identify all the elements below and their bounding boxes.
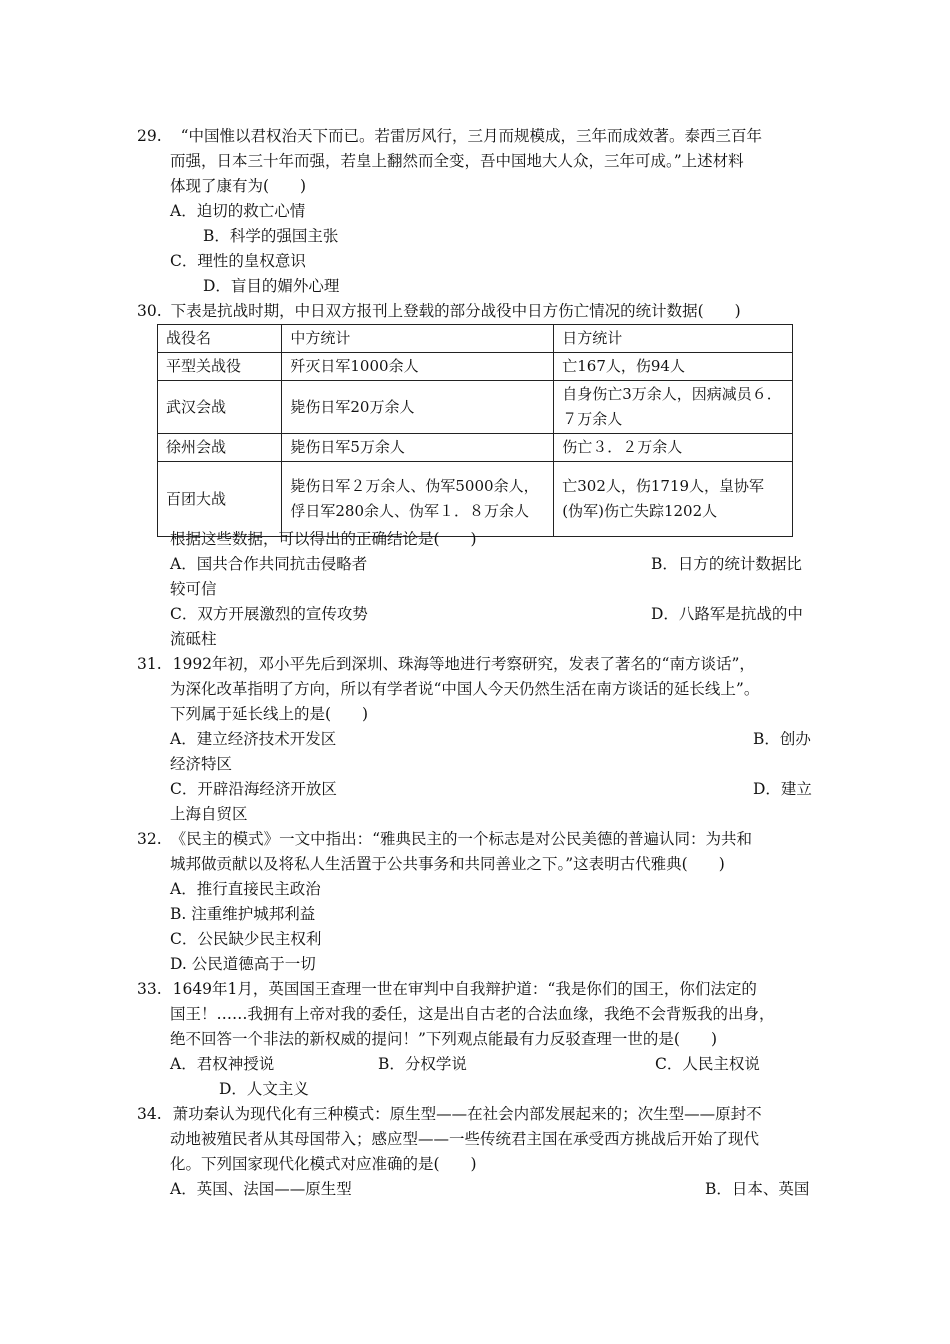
china-stat: 歼灭日军1000余人: [282, 353, 554, 381]
question-32-line-1: 32. 《民主的模式》一文中指出：“雅典民主的一个标志是对公民美德的普遍认同：为共和: [137, 830, 753, 848]
japan-stat: 亡302人，伤1719人，皇协军(伪军)伤亡失踪1202人: [554, 462, 793, 537]
question-number: 31.: [137, 655, 162, 673]
question-number: 30.: [137, 302, 162, 320]
table-row: [158, 462, 793, 537]
option-30-c: C．双方开展激烈的宣传攻势: [170, 605, 368, 623]
question-34-line-3: 化。下列国家现代化模式对应准确的是( ): [170, 1155, 477, 1173]
question-34-line-2: 动地被殖民者从其母国带入；感应型——一些传统君主国在承受西方挑战后开始了现代: [170, 1130, 760, 1148]
japan-stat: 伤亡３．２万余人: [554, 434, 793, 462]
japan-stat: 亡167人，伤94人: [554, 353, 793, 381]
battle-name: 徐州会战: [158, 434, 282, 462]
header-china-stats: 中方统计: [282, 325, 554, 353]
question-34-line-1: 34. 萧功秦认为现代化有三种模式：原生型——在社会内部发展起来的；次生型——原封不: [137, 1105, 762, 1123]
option-33-c: C．人民主权说: [655, 1055, 760, 1073]
question-29-line-1: 29. “中国惟以君权治天下而已。若雷厉风行，三月而规模成，三年而成效著。泰西三百年: [137, 127, 763, 145]
option-32-d: D. 公民道德高于一切: [170, 955, 316, 973]
option-31-a: A．建立经济技术开发区: [170, 730, 337, 748]
option-29-b: B．科学的强国主张: [203, 227, 339, 245]
option-29-a: A．迫切的救亡心情: [170, 202, 306, 220]
question-31-line-2: 为深化改革指明了方向，所以有学者说“中国人今天仍然生活在南方谈话的延长线上”。: [170, 680, 760, 698]
option-30-d: D．八路军是抗战的中: [651, 605, 803, 623]
question-number: 34.: [137, 1105, 162, 1123]
question-31-line-1: 31. 1992年初，邓小平先后到深圳、珠海等地进行考察研究，发表了著名的“南方谈话”，: [137, 655, 755, 673]
battle-name: 平型关战役: [158, 353, 282, 381]
option-31-c: C．开辟沿海经济开放区: [170, 780, 337, 798]
battle-name: 武汉会战: [158, 381, 282, 434]
question-30-stem: 30. 下表是抗战时期，中日双方报刊上登载的部分战役中日方伤亡情况的统计数据( ): [137, 302, 741, 320]
china-stat: 毙伤日军5万余人: [282, 434, 554, 462]
japan-stat: 自身伤亡3万余人，因病减员６．７万余人: [554, 381, 793, 434]
option-32-b: B. 注重维护城邦利益: [170, 905, 316, 923]
question-number: 29.: [137, 127, 162, 145]
option-30-b: B．日方的统计数据比: [651, 555, 802, 573]
option-34-b: B．日本、英国: [705, 1180, 810, 1198]
option-29-d: D．盲目的媚外心理: [203, 277, 340, 295]
question-number: 33.: [137, 980, 162, 998]
option-33-b: B．分权学说: [378, 1055, 467, 1073]
question-33-line-1: 33. 1649年1月，英国国王查理一世在审判中自我辩护道：“我是你们的国王，你们法定的: [137, 980, 757, 998]
question-33-line-2: 国王！……我拥有上帝对我的委任，这是出自古老的合法血缘，我绝不会背叛我的出身，: [170, 1005, 775, 1023]
table-row: [158, 381, 793, 434]
option-30-a: A．国共合作共同抗击侵略者: [170, 555, 368, 573]
option-31-b: B．创办: [753, 730, 811, 748]
option-30-b-cont: 较可信: [170, 580, 217, 598]
option-30-d-cont: 流砥柱: [170, 630, 217, 648]
option-29-c: C．理性的皇权意识: [170, 252, 306, 270]
header-japan-stats: 日方统计: [554, 325, 793, 353]
table-row: [158, 353, 793, 381]
china-stat: 毙伤日军20万余人: [282, 381, 554, 434]
question-29-line-3: 体现了康有为( ): [170, 177, 307, 195]
option-31-b-cont: 经济特区: [170, 755, 233, 773]
question-32-line-2: 城邦做贡献以及将私人生活置于公共事务和共同善业之下。”这表明古代雅典( ): [170, 855, 725, 873]
option-32-c: C．公民缺少民主权利: [170, 930, 322, 948]
option-31-d-cont: 上海自贸区: [170, 805, 248, 823]
question-number: 32.: [137, 830, 162, 848]
battle-name: 百团大战: [158, 462, 282, 537]
option-33-a: A．君权神授说: [170, 1055, 275, 1073]
header-battle: 战役名: [158, 325, 282, 353]
question-31-line-3: 下列属于延长线上的是( ): [170, 705, 369, 723]
option-34-a: A．英国、法国——原生型: [170, 1180, 352, 1198]
option-33-d: D．人文主义: [219, 1080, 309, 1098]
question-30-after: 根据这些数据，可以得出的正确结论是( ): [170, 530, 477, 548]
question-29-line-2: 而强，日本三十年而强，若皇上翻然而全变，吾中国地大人众，三年可成。”上述材料: [170, 152, 744, 170]
china-stat: 毙伤日军２万余人、伪军5000余人，俘日军280余人、伪军１．８万余人: [282, 462, 554, 537]
option-32-a: A．推行直接民主政治: [170, 880, 321, 898]
option-31-d: D．建立: [753, 780, 812, 798]
table-row: [158, 434, 793, 462]
table-header-row: [158, 325, 793, 353]
battle-casualty-table: [157, 324, 793, 537]
question-33-line-3: 绝不回答一个非法的新权威的提问！”下列观点能最有力反驳查理一世的是( ): [170, 1030, 718, 1048]
